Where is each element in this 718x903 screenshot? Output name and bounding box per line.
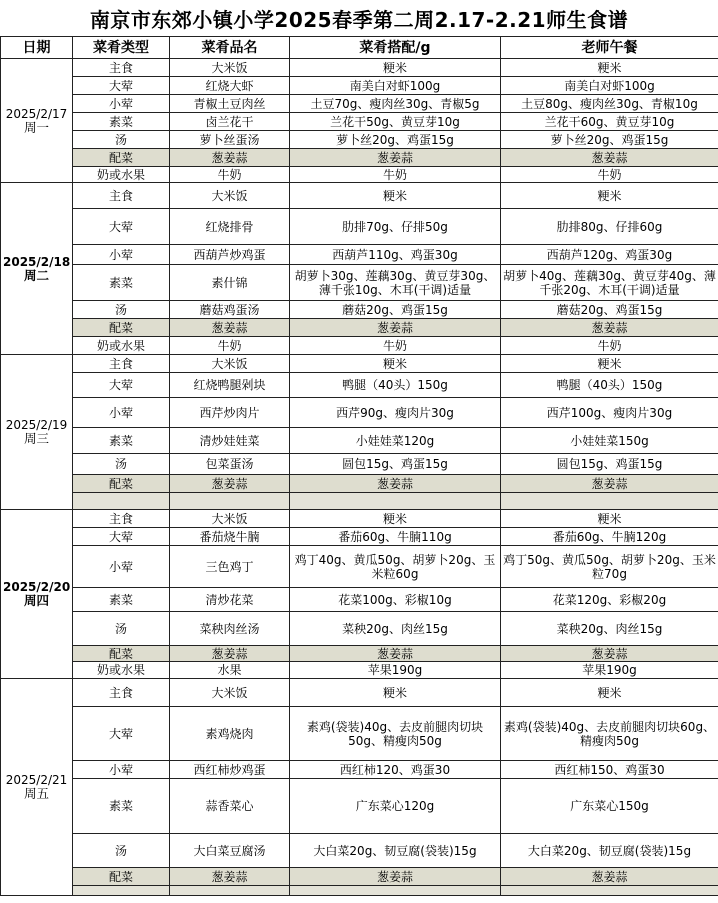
menu-table [0,36,718,896]
dish-type-cell: 主食 [73,59,170,77]
menu-row [1,707,718,761]
dish-name-cell: 葱姜蒜 [170,646,290,662]
day-cell [1,355,73,510]
teacher-lunch-cell: 西芹100g、瘦肉片30g [501,398,718,428]
menu-row [1,662,718,679]
menu-row [1,646,718,662]
dish-type-cell: 素菜 [73,113,170,131]
menu-row [1,319,718,337]
ingredients-cell: 粳米 [290,59,501,77]
ingredients-cell: 小娃娃菜120g [290,428,501,454]
teacher-lunch-cell: 苹果190g [501,662,718,679]
dish-name-cell: 葱姜蒜 [170,319,290,337]
menu-row [1,209,718,245]
teacher-lunch-cell: 西葫芦120g、鸡蛋30g [501,245,718,265]
dish-type-cell: 主食 [73,679,170,707]
ingredients-cell: 葱姜蒜 [290,475,501,493]
day-cell [1,679,73,896]
teacher-lunch-cell: 菜秧20g、肉丝15g [501,612,718,646]
ingredients-cell: 花菜100g、彩椒10g [290,588,501,612]
menu-row [1,183,718,209]
dish-name-cell: 蘑菇鸡蛋汤 [170,301,290,319]
menu-row [1,528,718,546]
header-ingredients: 菜肴搭配/g [290,37,501,59]
teacher-lunch-cell: 粳米 [501,510,718,528]
dish-type-cell: 汤 [73,131,170,149]
dish-name-cell: 卤兰花干 [170,113,290,131]
teacher-lunch-cell: 番茄60g、牛腩120g [501,528,718,546]
dish-name-cell: 菜秧肉丝汤 [170,612,290,646]
dish-name-cell: 素什锦 [170,265,290,301]
teacher-lunch-cell: 圆包15g、鸡蛋15g [501,454,718,475]
ingredients-cell: 粳米 [290,183,501,209]
ingredients-cell: 番茄60g、牛腩110g [290,528,501,546]
teacher-lunch-cell: 兰花干60g、黄豆芽10g [501,113,718,131]
ingredients-cell: 广东菜心120g [290,779,501,834]
ingredients-cell: 粳米 [290,679,501,707]
dish-name-cell: 牛奶 [170,167,290,183]
teacher-lunch-cell: 鸭腿（40头）150g [501,373,718,398]
dish-type-cell: 配菜 [73,868,170,886]
menu-row [1,113,718,131]
ingredients-cell: 牛奶 [290,167,501,183]
ingredients-cell [290,886,501,896]
teacher-lunch-cell: 葱姜蒜 [501,475,718,493]
teacher-lunch-cell: 粳米 [501,183,718,209]
dish-name-cell: 大米饭 [170,510,290,528]
dish-name-cell: 牛奶 [170,337,290,355]
ingredients-cell: 素鸡(袋装)40g、去皮前腿肉切块50g、精瘦肉50g [290,707,501,761]
ingredients-cell: 菜秧20g、肉丝15g [290,612,501,646]
dish-type-cell [73,886,170,896]
dish-name-cell: 萝卜丝蛋汤 [170,131,290,149]
ingredients-cell: 肋排70g、仔排50g [290,209,501,245]
ingredients-cell: 兰花干50g、黄豆芽10g [290,113,501,131]
ingredients-cell: 葱姜蒜 [290,868,501,886]
dish-name-cell [170,886,290,896]
dish-name-cell: 大米饭 [170,679,290,707]
teacher-lunch-cell: 萝卜丝20g、鸡蛋15g [501,131,718,149]
day-cell [1,59,73,183]
dish-type-cell: 大荤 [73,77,170,95]
dish-type-cell: 素菜 [73,588,170,612]
day-cell [1,510,73,679]
dish-name-cell: 西芹炒肉片 [170,398,290,428]
day-weekday: 周二 [23,267,49,283]
teacher-lunch-cell: 小娃娃菜150g [501,428,718,454]
day-date: 2025/2/21 [5,773,68,787]
menu-row [1,454,718,475]
dish-type-cell: 汤 [73,834,170,868]
teacher-lunch-cell: 胡萝卜40g、莲藕30g、黄豆芽40g、薄千张20g、木耳(干调)适量 [501,265,718,301]
dish-type-cell: 小荤 [73,245,170,265]
day-date: 2025/2/17 [5,106,68,121]
header-teacher-lunch: 老师午餐 [501,37,718,59]
dish-name-cell: 素鸡烧肉 [170,707,290,761]
ingredients-cell: 鸭腿（40头）150g [290,373,501,398]
teacher-lunch-cell: 牛奶 [501,337,718,355]
menu-row [1,265,718,301]
dish-name-cell: 大白菜豆腐汤 [170,834,290,868]
day-date: 2025/2/18 [3,254,71,269]
day-date: 2025/2/19 [5,418,68,432]
dish-type-cell: 素菜 [73,265,170,301]
ingredients-cell: 葱姜蒜 [290,319,501,337]
ingredients-cell: 葱姜蒜 [290,149,501,167]
ingredients-cell: 大白菜20g、韧豆腐(袋装)15g [290,834,501,868]
dish-type-cell: 大荤 [73,373,170,398]
teacher-lunch-cell: 葱姜蒜 [501,646,718,662]
ingredients-cell: 圆包15g、鸡蛋15g [290,454,501,475]
dish-name-cell: 葱姜蒜 [170,149,290,167]
teacher-lunch-cell: 葱姜蒜 [501,149,718,167]
dish-type-cell: 主食 [73,355,170,373]
menu-row [1,761,718,779]
menu-row [1,510,718,528]
teacher-lunch-cell: 鸡丁50g、黄瓜50g、胡萝卜20g、玉米粒70g [501,546,718,588]
teacher-lunch-cell: 大白菜20g、韧豆腐(袋装)15g [501,834,718,868]
dish-name-cell: 三色鸡丁 [170,546,290,588]
teacher-lunch-cell: 葱姜蒜 [501,319,718,337]
teacher-lunch-cell: 葱姜蒜 [501,868,718,886]
day-cell [1,183,73,355]
dish-type-cell: 素菜 [73,428,170,454]
dish-name-cell: 葱姜蒜 [170,475,290,493]
menu-row [1,679,718,707]
dish-type-cell [73,493,170,510]
menu-row [1,373,718,398]
dish-name-cell: 西葫芦炒鸡蛋 [170,245,290,265]
dish-name-cell: 青椒土豆肉丝 [170,95,290,113]
teacher-lunch-cell: 土豆80g、瘦肉丝30g、青椒10g [501,95,718,113]
menu-row [1,337,718,355]
teacher-lunch-cell: 粳米 [501,679,718,707]
teacher-lunch-cell: 肋排80g、仔排60g [501,209,718,245]
dish-name-cell: 清炒娃娃菜 [170,428,290,454]
ingredients-cell: 西葫芦110g、鸡蛋30g [290,245,501,265]
teacher-lunch-cell: 牛奶 [501,167,718,183]
dish-name-cell: 红烧排骨 [170,209,290,245]
dish-name-cell: 大米饭 [170,355,290,373]
teacher-lunch-cell: 粳米 [501,355,718,373]
dish-type-cell: 小荤 [73,546,170,588]
ingredients-cell [290,493,501,510]
dish-type-cell: 大荤 [73,209,170,245]
teacher-lunch-cell: 蘑菇20g、鸡蛋15g [501,301,718,319]
menu-row [1,779,718,834]
menu-body [1,59,718,896]
menu-row [1,475,718,493]
dish-name-cell [170,493,290,510]
dish-name-cell: 红烧大虾 [170,77,290,95]
teacher-lunch-cell: 南美白对虾100g [501,77,718,95]
teacher-lunch-cell [501,493,718,510]
dish-name-cell: 红烧鸭腿剁块 [170,373,290,398]
day-date: 2025/2/20 [3,580,71,594]
menu-row [1,77,718,95]
menu-row [1,95,718,113]
header-dish-name: 菜肴品名 [170,37,290,59]
menu-row [1,131,718,149]
dish-type-cell: 配菜 [73,319,170,337]
ingredients-cell: 葱姜蒜 [290,646,501,662]
teacher-lunch-cell: 花菜120g、彩椒20g [501,588,718,612]
ingredients-cell: 胡萝卜30g、莲藕30g、黄豆芽30g、薄千张10g、木耳(干调)适量 [290,265,501,301]
ingredients-cell: 粳米 [290,355,501,373]
menu-row [1,588,718,612]
dish-name-cell: 葱姜蒜 [170,868,290,886]
header-dish-type: 菜肴类型 [73,37,170,59]
menu-row [1,167,718,183]
menu-row [1,546,718,588]
menu-row [1,245,718,265]
menu-row [1,59,718,77]
menu-row [1,612,718,646]
dish-type-cell: 配菜 [73,149,170,167]
dish-type-cell: 主食 [73,183,170,209]
teacher-lunch-cell: 西红柿150、鸡蛋30 [501,761,718,779]
dish-type-cell: 汤 [73,612,170,646]
teacher-lunch-cell: 粳米 [501,59,718,77]
menu-row [1,355,718,373]
dish-type-cell: 大荤 [73,707,170,761]
teacher-lunch-cell: 素鸡(袋装)40g、去皮前腿肉切块60g、精瘦肉50g [501,707,718,761]
header-date: 日期 [1,37,73,59]
dish-name-cell: 清炒花菜 [170,588,290,612]
dish-type-cell: 小荤 [73,95,170,113]
menu-row [1,886,718,896]
ingredients-cell: 南美白对虾100g [290,77,501,95]
dish-name-cell: 番茄烧牛腩 [170,528,290,546]
menu-row [1,149,718,167]
ingredients-cell: 土豆70g、瘦肉丝30g、青椒5g [290,95,501,113]
day-weekday: 周三 [23,431,49,446]
menu-row [1,834,718,868]
dish-type-cell: 奶或水果 [73,662,170,679]
dish-type-cell: 汤 [73,301,170,319]
dish-name-cell: 大米饭 [170,183,290,209]
menu-row [1,493,718,510]
dish-name-cell: 包菜蛋汤 [170,454,290,475]
header-row [1,37,718,59]
teacher-lunch-cell [501,886,718,896]
dish-type-cell: 小荤 [73,398,170,428]
dish-name-cell: 蒜香菜心 [170,779,290,834]
dish-name-cell: 水果 [170,662,290,679]
dish-type-cell: 主食 [73,510,170,528]
dish-type-cell: 汤 [73,454,170,475]
dish-type-cell: 配菜 [73,646,170,662]
ingredients-cell: 苹果190g [290,662,501,679]
ingredients-cell: 蘑菇20g、鸡蛋15g [290,301,501,319]
dish-type-cell: 奶或水果 [73,167,170,183]
dish-type-cell: 大荤 [73,528,170,546]
teacher-lunch-cell: 广东菜心150g [501,779,718,834]
menu-row [1,398,718,428]
dish-type-cell: 小荤 [73,761,170,779]
ingredients-cell: 牛奶 [290,337,501,355]
menu-row [1,301,718,319]
ingredients-cell: 萝卜丝20g、鸡蛋15g [290,131,501,149]
ingredients-cell: 西红柿120、鸡蛋30 [290,761,501,779]
dish-name-cell: 西红柿炒鸡蛋 [170,761,290,779]
day-weekday: 周五 [23,786,49,801]
day-weekday: 周四 [23,593,49,608]
ingredients-cell: 西芹90g、瘦肉片30g [290,398,501,428]
menu-row [1,428,718,454]
dish-type-cell: 奶或水果 [73,337,170,355]
ingredients-cell: 鸡丁40g、黄瓜50g、胡萝卜20g、玉米粒60g [290,546,501,588]
dish-type-cell: 配菜 [73,475,170,493]
dish-type-cell: 素菜 [73,779,170,834]
day-weekday: 周一 [23,119,49,135]
page-title: 南京市东郊小镇小学2025春季第二周2.17-2.21师生食谱 [89,8,629,32]
menu-row [1,868,718,886]
ingredients-cell: 粳米 [290,510,501,528]
dish-name-cell: 大米饭 [170,59,290,77]
